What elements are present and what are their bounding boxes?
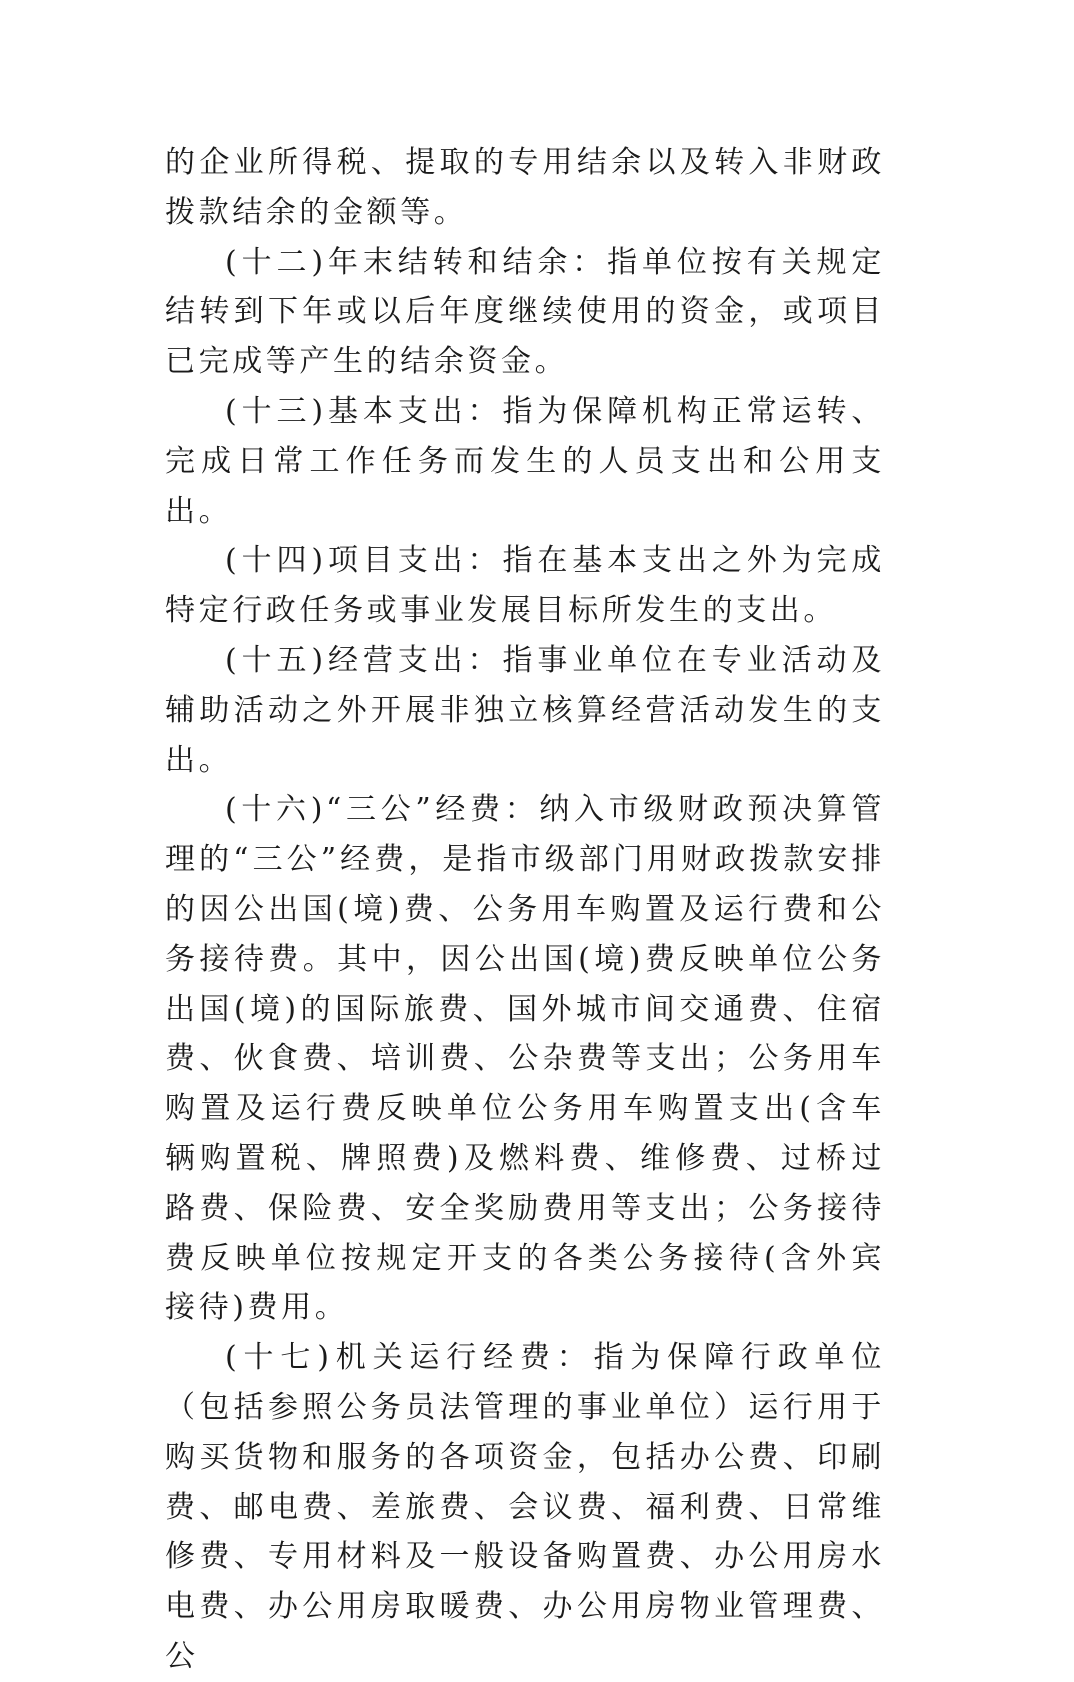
paragraph-item-14: (十四)项目支出：指在基本支出之外为完成特定行政任务或事业发展目标所发生的支出。 (165, 543, 885, 629)
document-body (165, 138, 885, 1682)
paragraph-item-12: (十二)年末结转和结余：指单位按有关规定结转到下年或以后年度继续使用的资金，或项目已完成等产生的结余资金。 (165, 244, 885, 380)
paragraph-item-15: (十五)经营支出：指事业单位在专业活动及辅助活动之外开展非独立核算经营活动发生的支出。 (165, 642, 885, 778)
paragraph-item-17: (十七)机关运行经费：指为保障行政单位（包括参照公务员法管理的事业单位）运行用于购买货物和服务的各项资金，包括办公费、印刷费、邮电费、差旅费、会议费、福利费、日常维修费、专用材料及一般设备购置费、办公用房水电费、办公用房取暖费、办公用房物业管理费、公 (165, 1340, 885, 1674)
paragraph-item-16: (十六)“三公”经费：纳入市级财政预决算管理的“三公”经费，是指市级部门用财政拨款安排的因公出国(境)费、公务用车购置及运行费和公务接待费。其中，因公出国(境)费反映单位公务出国(境)的国际旅费、国外城市间交通费、住宿费、伙食费、培训费、公杂费等支出；公务用车购置及运行费反映单位公务用车购置支出(含车辆购置税、牌照费)及燃料费、维修费、过桥过路费、保险费、安全奖励费用等支出；公务接待费反映单位按规定开支的各类公务接待(含外宾接待)费用。 (165, 792, 885, 1326)
paragraph-continuation: 的企业所得税、提取的专用结余以及转入非财政拨款结余的金额等。 (165, 145, 885, 230)
paragraph-item-13: (十三)基本支出：指为保障机构正常运转、完成日常工作任务而发生的人员支出和公用支出。 (165, 393, 885, 529)
